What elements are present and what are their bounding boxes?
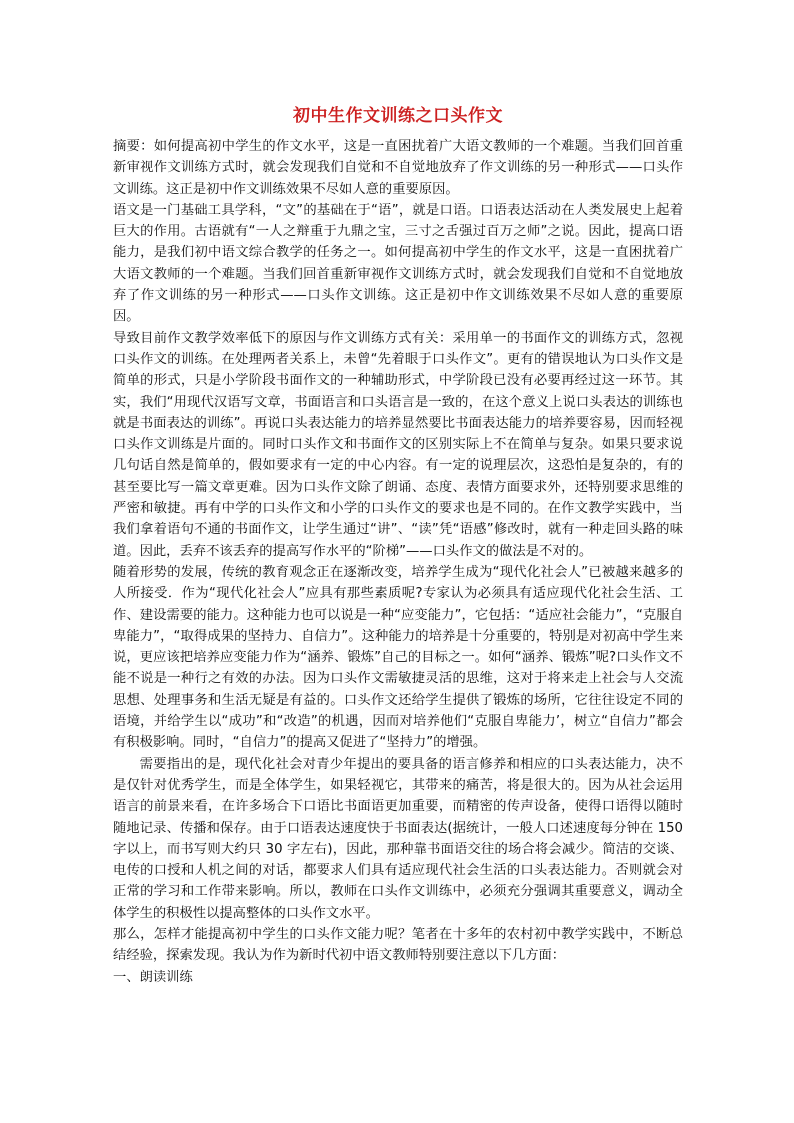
body-paragraph-4: 需要指出的是，现代化社会对青少年提出的要具备的语言修养和相应的口头表达能力，决不是仅针对优秀学生，而是全体学生，如果轻视它，其带来的痛苦，将是很大的。因为从社会运用语言的前景来看，在许多场合下口语比书面语更加重要，而精密的传声设备，使得口语得以随时随地记录、传播和保存。由于口语表达速度快于书面表达(据统计，一般人口述速度每分钟在 150 字以上，而书写则大约只 30 字左右)，因此，那种靠书面语交往的场合将会减少。简洁的交谈、电传的口授和人机之间的对话，都要求人们具有适应现代社会生活的口头表达能力。否则就会对正常的学习和工作带来影响。所以，教师在口头作文训练中，必须充分强调其重要意义，调动全体学生的积极性以提高整体的口头作文水平。 <box>113 756 683 921</box>
section-heading-1: 一、朗读训练 <box>113 969 193 985</box>
body-paragraph-1: 语文是一门基础工具学科，“文”的基础在于“语”，就是口语。口语表达活动在人类发展史上起着巨大的作用。古语就有“一人之辩重于九鼎之宝，三寸之舌强过百万之师”之说。因此，提高口语能力，是我们初中语文综合教学的任务之一。如何提高初中学生的作文水平，这是一直困扰着广大语文教师的一个难题。当我们回首重新审视作文训练方式时，就会发现我们自觉和不自觉地放弃了作文训练的另一种形式——口头作文训练。这正是初中作文训练效果不尽如人意的重要原因。 <box>113 202 683 325</box>
document-page <box>113 104 683 988</box>
abstract-paragraph: 摘要：如何提高初中学生的作文水平，这是一直困扰着广大语文教师的一个难题。当我们回首重新审视作文训练方式时，就会发现我们自觉和不自觉地放弃了作文训练的另一种形式——口头作文训练。这正是初中作文训练效果不尽如人意的重要原因。 <box>113 139 683 197</box>
body-paragraph-2: 导致目前作文教学效率低下的原因与作文训练方式有关：采用单一的书面作文的训练方式，忽视口头作文的训练。在处理两者关系上，未曾“先着眼于口头作文”。更有的错误地认为口头作文是简单的形式，只是小学阶段书面作文的一种辅助形式，中学阶段已没有必要再经过这一环节。其实，我们“用现代汉语写文章，书面语言和口头语言是一致的，在这个意义上说口头表达的训练也就是书面表达的训练”。再说口头表达能力的培养显然要比书面表达能力的培养要容易，因而轻视口头作文训练是片面的。同时口头作文和书面作文的区别实际上不在简单与复杂。如果只要求说几句话自然是简单的，假如要求有一定的中心内容。有一定的说理层次，这恐怕是复杂的，有的甚至要比写一篇文章更难。因为口头作文除了朗诵、态度、表情方面要求外，还特别要求思维的严密和敏捷。再有中学的口头作文和小学的口头作文的要求也是不同的。在作文教学实践中，当我们拿着语句不通的书面作文，让学生通过“讲”、“读”凭“语感”修改时，就有一种走回头路的味道。因此，丢弃不该丢弃的提高写作水平的“阶梯”——口头作文的做法是不对的。 <box>113 330 683 559</box>
body-paragraph-3: 随着形势的发展，传统的教育观念正在逐渐改变，培养学生成为“现代化社会人”已被越来越多的人所接受．作为“现代化社会人”应具有那些素质呢?专家认为必须具有适应现代化社会生活、工作、建设需要的能力。这种能力也可以说是一种“应变能力”，它包括：“适应社会能力”，“克服自卑能力”，“取得成果的坚持力、自信力”。这种能力的培养是十分重要的，特别是对初高中学生来说，更应该把培养应变能力作为“涵养、锻炼”自己的目标之一。如何“涵养、锻炼”呢?口头作文不能不说是一种行之有效的办法。因为口头作文需敏捷灵活的思维，这对于将来走上社会与人交流思想、处理事务和生活无疑是有益的。口头作文还给学生提供了锻炼的场所，它往往设定不同的语境，并给学生以“成功”和“改造”的机遇，因而对培养他们“克服自卑能力’，树立“自信力”都会有积极影响。同时，“自信力”的提高又促进了“坚持力”的增强。 <box>113 564 683 751</box>
document-title: 初中生作文训练之口头作文 <box>293 106 503 126</box>
body-paragraph-5: 那么，怎样才能提高初中学生的口头作文能力呢？笔者在十多年的农村初中教学实践中，不断总结经验，探索发现。我认为作为新时代初中语文教师特别要注意以下几方面： <box>113 926 683 964</box>
